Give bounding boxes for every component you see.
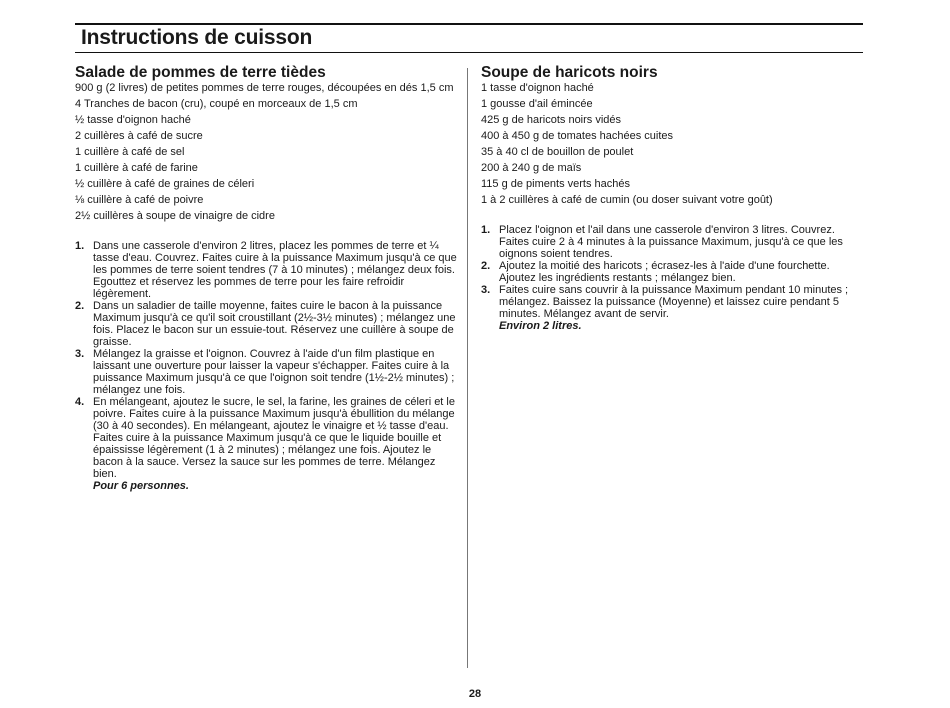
ingredient-item: 200 à 240 g de maïs [481, 162, 582, 174]
instruction-steps [75, 240, 457, 480]
ingredient-item: 2 cuillères à café de sucre [75, 130, 203, 142]
step-text: Dans une casserole d'environ 2 litres, placez les pommes de terre et ¼ tasse d'eau. Couvrez. Faites cuire à la puissance Maximum jusqu'à ce que les pommes de terre soient tendres (7 à 10 minutes) ; mélangez deux fois. Egouttez et réservez les pommes de terre pour les faire refroidir légèrement. [93, 240, 457, 300]
ingredient-item: 1 gousse d'ail émincée [481, 98, 593, 110]
column-divider [467, 68, 468, 668]
recipe-yield: Environ 2 litres. [499, 320, 582, 332]
header-rule-bottom [75, 52, 863, 53]
recipe-yield: Pour 6 personnes. [93, 480, 189, 492]
step-text: Mélangez la graisse et l'oignon. Couvrez à l'aide d'un film plastique en laissant une ouverture pour laisser la vapeur s'échapper. Faites cuire à la puissance Maximum jusqu'à ce que l'oignon soit tendre (1½-2½ minutes) ; mélangez une fois. [93, 348, 455, 396]
instruction-step [481, 260, 863, 284]
instruction-step [75, 396, 457, 480]
ingredient-item: 115 g de piments verts hachés [481, 178, 630, 190]
step-text: Faites cuire sans couvrir à la puissance Maximum pendant 10 minutes ; mélangez. Baissez la puissance (Moyenne) et laissez cuire pendant 5 minutes. Mélangez avant de servir. [499, 284, 849, 320]
step-text: Placez l'oignon et l'ail dans une casserole d'environ 3 litres. Couvrez. Faites cuire 2 à 4 minutes à la puissance Maximum, jusqu'à ce que les oignons soient tendres. [499, 224, 843, 260]
page-title: Instructions de cuisson [81, 26, 313, 49]
ingredient-item: 900 g (2 livres) de petites pommes de terre rouges, découpées en dés 1,5 cm [75, 82, 454, 94]
recipe-title: Salade de pommes de terre tièdes [75, 64, 326, 81]
recipe-potato-salad [75, 63, 457, 492]
instruction-step [75, 300, 457, 348]
instruction-step [481, 224, 863, 260]
instruction-step [75, 240, 457, 300]
recipe-black-bean-soup [481, 63, 863, 332]
step-number: 1. [481, 224, 491, 236]
ingredient-item: 425 g de haricots noirs vidés [481, 114, 622, 126]
ingredient-item: 1 cuillère à café de sel [75, 146, 185, 158]
ingredient-item: 1 à 2 cuillères à café de cumin (ou doser suivant votre goût) [481, 194, 773, 206]
ingredient-item: 400 à 450 g de tomates hachées cuites [481, 130, 674, 142]
ingredient-list [481, 82, 863, 206]
ingredient-item: ½ tasse d'oignon haché [75, 114, 191, 126]
step-number: 2. [481, 260, 491, 272]
ingredient-list [75, 82, 457, 222]
ingredient-item: ½ cuillère à café de graines de céleri [75, 178, 255, 190]
step-number: 3. [75, 348, 85, 360]
ingredient-item: 1 cuillère à café de farine [75, 162, 198, 174]
ingredient-item: 1 tasse d'oignon haché [481, 82, 594, 94]
ingredient-item: 2½ cuillères à soupe de vinaigre de cidre [75, 210, 275, 222]
instruction-step [481, 284, 863, 320]
step-text: En mélangeant, ajoutez le sucre, le sel, la farine, les graines de céleri et le poivre. Faites cuire à la puissance Maximum jusqu'à ébullition du mélange (30 à 40 secondes). En mélangeant, ajoutez le vinaigre et ½ tasse d'eau. Faites cuire à la puissance Maximum jusqu'à ce que le liquide bouille et épaississe légèrement (1 à 2 minutes) ; mélangez une fois. Ajoutez le bacon à la sauce. Versez la sauce sur les pommes de terre. Mélangez bien. [93, 396, 455, 480]
step-text: Dans un saladier de taille moyenne, faites cuire le bacon à la puissance Maximum jusqu'à ce qu'il soit croustillant (2½-3½ minutes) ; mélangez une fois. Placez le bacon sur un essuie-tout. Réservez une cuillère à soupe de graisse. [93, 300, 456, 348]
step-text: Ajoutez la moitié des haricots ; écrasez-les à l'aide d'une fourchette. Ajoutez les ingrédients restants ; mélangez bien. [499, 260, 830, 284]
step-number: 4. [75, 396, 85, 408]
page-number: 28 [468, 688, 482, 700]
ingredient-item: 35 à 40 cl de bouillon de poulet [481, 146, 634, 158]
recipe-title: Soupe de haricots noirs [481, 64, 658, 81]
step-number: 3. [481, 284, 491, 296]
instruction-step [75, 348, 457, 396]
ingredient-item: ⅛ cuillère à café de poivre [75, 194, 204, 206]
step-number: 1. [75, 240, 85, 252]
instruction-steps [481, 224, 863, 320]
ingredient-item: 4 Tranches de bacon (cru), coupé en morceaux de 1,5 cm [75, 98, 358, 110]
step-number: 2. [75, 300, 85, 312]
